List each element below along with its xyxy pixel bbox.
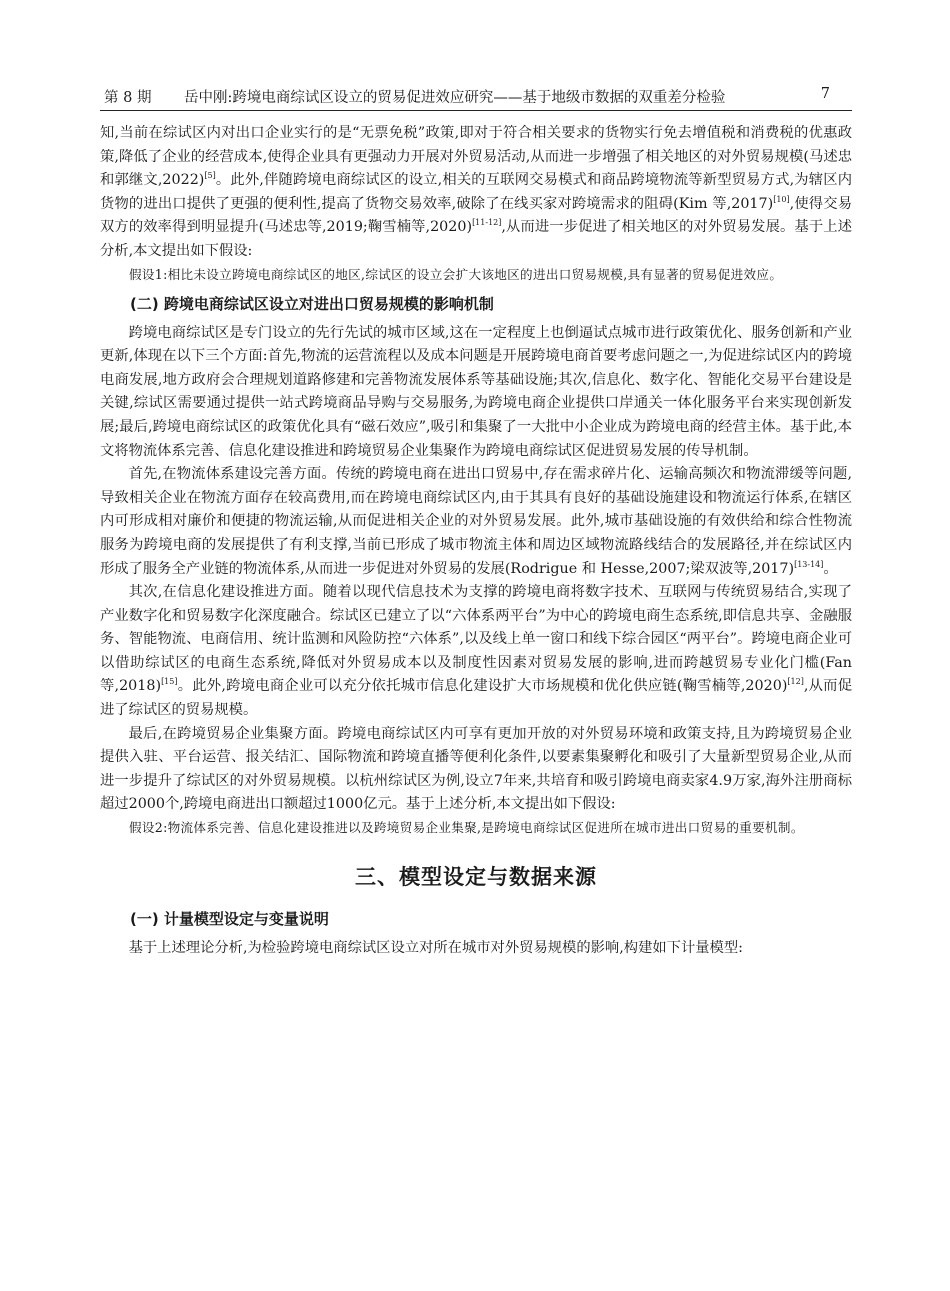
paragraph-informatization (100, 581, 852, 723)
issue-number: 第 8 期 (104, 90, 152, 106)
text-run: ,使得交易双方的效率得到明显提升(马述忠等,2019;鞠雪楠等,2020) (100, 195, 853, 236)
citation: [12] (787, 677, 804, 687)
text-run: 首先,在物流体系建设完善方面。传统的跨境电商在进出口贸易中,存在需求碎片化、运输高频次和物流滞缓等问题,导致相关企业在物流方面存在较高费用,而在跨境电商综试区内,由于其具有良好的基础设施建设和物流运行体系,在辖区内可形成相对廉价和便捷的物流运输,从而促进相关企业的对外贸易发展。此外,城市基础设施的有效供给和综合性物流服务为跨境电商的发展提供了有利支撑,当前已形成了城市物流主体和周边区域物流路线结合的发展路径,并在综试区内形成了服务全产业链的物流体系,从而进一步促进对外贸易的发展(Rodrigue 和 Hesse,2007;梁双波等,2017) (100, 466, 852, 577)
text-run: ,从而促进了综试区的贸易规模。 (100, 678, 852, 719)
text-run: ,从而进一步促进了相关地区的对外贸易发展。基于上述分析,本文提出如下假设: (100, 219, 852, 259)
citation: [13-14] (794, 559, 824, 569)
paragraph-logistics (100, 463, 852, 581)
text-run: 知,当前在综试区内对出口企业实行的是“无票免税”政策,即对于符合相关要求的货物实行免去增值税和消费税的优惠政策,降低了企业的经营成本,使得企业具有更强动力开展对外贸易活动,从而进一步增强了相关地区的对外贸易规模(马述忠和郭继文,2022) (100, 125, 852, 189)
paragraph-agglomeration: 最后,在跨境贸易企业集聚方面。跨境电商综试区内可享有更加开放的对外贸易环境和政策支持,且为跨境贸易企业提供入驻、平台运营、报关结汇、国际物流和跨境直播等便利化条件,以要素集聚孵化和吸引了大量新型贸易企业,从而进一步提升了综试区的对外贸易规模。以杭州综试区为例,设立7年来,共培育和吸引跨境电商卖家4.9万家,海外注册商标超过2000个,跨境电商进出口额超过1000亿元。基于上述分析,本文提出如下假设: (100, 725, 852, 813)
citation: [11-12] (472, 218, 502, 228)
running-title: 岳中刚:跨境电商综试区设立的贸易促进效应研究——基于地级市数据的双重差分检验 (184, 90, 726, 106)
citation: [15] (161, 677, 178, 687)
chapter-heading: 三、模型设定与数据来源 (355, 865, 597, 890)
section-heading-mechanism: (二) 跨境电商综试区设立对进出口贸易规模的影响机制 (130, 294, 494, 313)
paragraph-model-intro: 基于上述理论分析,为检验跨境电商综试区设立对所在城市对外贸易规模的影响,构建如下计量模型: (128, 940, 743, 957)
citation: [10] (773, 194, 790, 204)
paragraph-continued (100, 122, 852, 264)
text-run: 其次,在信息化建设推进方面。随着以现代信息技术为支撑的跨境电商将数字技术、互联网与传统贸易结合,实现了产业数字化和贸易数字化深度融合。综试区已建立了以“六体系两平台”为中心的跨境电商生态系统,即信息共享、金融服务、智能物流、电商信用、统计监测和风险防控“六体系”,以及线上单一窗口和线下综合园区“两平台”。跨境电商企业可以借助综试区的电商生态系统,降低对外贸易成本以及制度性因素对贸易发展的影响,进而跨越贸易专业化门槛(Fan 等,2018) (100, 584, 852, 695)
citation: [5] (204, 171, 216, 181)
text-run: 。此外,伴随跨境电商综试区的设立,相关的互联网交易模式和商品跨境物流等新型贸易方式,为辖区内货物的进出口提供了更强的便利性,提高了货物交易效率,破除了在线买家对跨境需求的阻碍(Kim 等,2017) (100, 172, 852, 212)
paragraph-mechanism-intro: 跨境电商综试区是专门设立的先行先试的城市区域,这在一定程度上也倒逼试点城市进行政策优化、服务创新和产业更新,体现在以下三个方面:首先,物流的运营流程以及成本问题是开展跨境电商首要考虑问题之一,为促进综试区内的跨境电商发展,地方政府会合理规划道路修建和完善物流发展体系等基础设施;其次,信息化、数字化、智能化交易平台建设是关键,综试区需要通过提供一站式跨境商品导购与交易服务,为跨境电商企业提供口岸通关一体化服务平台来实现创新发展;最后,跨境电商综试区的政策优化具有“磁石效应”,吸引和集聚了一大批中小企业成为跨境电商的经营主体。基于此,本文将物流体系完善、信息化建设推进和跨境贸易企业集聚作为跨境电商综试区促进贸易发展的传导机制。 (100, 324, 852, 459)
page-number: 7 (820, 86, 830, 102)
text-run: 。此外,跨境电商企业可以充分依托城市信息化建设扩大市场规模和优化供应链(鞠雪楠等,2020) (177, 678, 788, 695)
hypothesis-2: 假设2:物流体系完善、信息化建设推进以及跨境贸易企业集聚,是跨境电商综试区促进所在城市进出口贸易的重要机制。 (128, 820, 804, 836)
section-heading-model: (一) 计量模型设定与变量说明 (130, 910, 329, 929)
text-run: 。 (823, 560, 838, 577)
article-body (100, 122, 852, 961)
running-header (100, 84, 852, 111)
hypothesis-1: 假设1:相比未设立跨境电商综试区的地区,综试区的设立会扩大该地区的进出口贸易规模,具有显著的贸易促进效应。 (128, 266, 783, 282)
